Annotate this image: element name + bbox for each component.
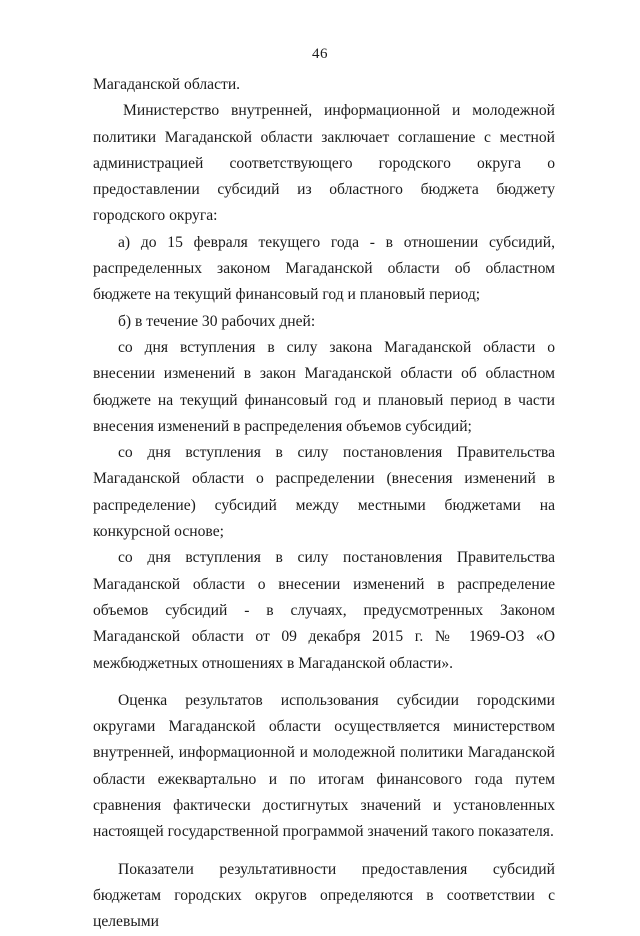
paragraph-law-amendment: со дня вступления в силу закона Магаданской области о внесении изменений в закон Магаданской области об областном бюджете на текущий финансовый год и плановый период в части внесения изменений в распределения объемов субсидий; — [93, 338, 555, 435]
paragraph-resolution-distribution: со дня вступления в силу постановления Правительства Магаданской области о распределении (внесения изменений в распределение) субсидий между местными бюджетами на конкурсной основе; — [93, 444, 555, 541]
page-number: 46 — [312, 46, 328, 62]
paragraph-evaluation: Оценка результатов использования субсидии городскими округами Магаданской области осуществляется министерством внутренней, информационной и молодежной политики Магаданской области ежеквартально и по итогам финансового года путем сравнения фактически достигнутых значений и установленных настоящей государственной программой значений такого показателя. — [93, 691, 555, 841]
paragraph-indicators: Показатели результативности предоставления субсидий бюджетам городских округов определяются в соответствии с целевыми — [93, 860, 555, 931]
paragraph-continuation: Магаданской области. — [93, 76, 241, 93]
paragraph-item-a: а) до 15 февраля текущего года - в отношении субсидий, распределенных законом Магаданской области об областном бюджете на текущий финансовый год и плановый период; — [93, 233, 555, 304]
document-body — [93, 72, 555, 936]
paragraph-ministry-agreement: Министерство внутренней, информационной и молодежной политики Магаданской области заключает соглашение с местной администрацией соответствующего городского округа о предоставлении субсидий из областного бюджета бюджету городского округа: — [93, 102, 555, 225]
paragraph-resolution-amendment: со дня вступления в силу постановления Правительства Магаданской области о внесении изменений в распределение объемов субсидий - в случаях, предусмотренных Законом Магаданской области от 09 декабря 2015 г. № 1969-ОЗ «О межбюджетных отношениях в Магаданской области». — [93, 549, 555, 672]
paragraph-item-b: б) в течение 30 рабочих дней: — [118, 312, 316, 330]
